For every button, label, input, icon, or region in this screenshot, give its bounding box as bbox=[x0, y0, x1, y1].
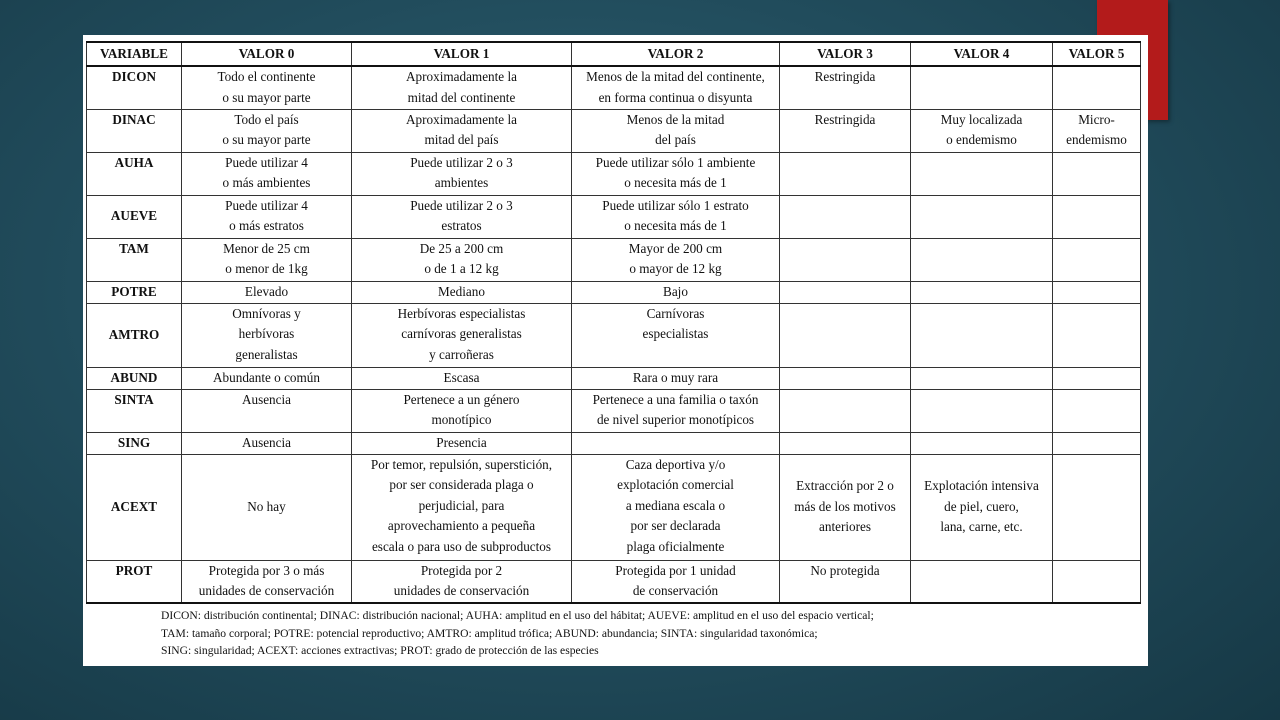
valor-1-cell: Presencia bbox=[352, 432, 572, 454]
valor-4-cell bbox=[911, 66, 1053, 109]
valor-5-cell bbox=[1053, 560, 1141, 603]
valor-2-cell: Puede utilizar sólo 1 ambiente o necesita más de 1 bbox=[572, 152, 780, 195]
valor-2-cell: Bajo bbox=[572, 281, 780, 303]
valor-3-cell: Restringida bbox=[780, 66, 911, 109]
valor-2-cell: Rara o muy rara bbox=[572, 367, 780, 389]
valor-2-cell: Caza deportiva y/o explotación comercial a mediana escala o por ser declarada plaga oficialmente bbox=[572, 454, 780, 560]
valor-3-cell: Restringida bbox=[780, 109, 911, 152]
valor-5-cell bbox=[1053, 367, 1141, 389]
header-valor-3: VALOR 3 bbox=[780, 42, 911, 66]
valor-3-cell bbox=[780, 303, 911, 367]
table-row-auha bbox=[87, 152, 1141, 195]
valor-3-cell bbox=[780, 281, 911, 303]
variable-cell: AUHA bbox=[87, 152, 182, 195]
table-image-panel bbox=[83, 35, 1148, 666]
abbreviations-legend bbox=[161, 607, 1121, 660]
valor-3-cell: No protegida bbox=[780, 560, 911, 603]
valor-4-cell bbox=[911, 303, 1053, 367]
table-row-amtro bbox=[87, 303, 1141, 367]
valor-4-cell bbox=[911, 195, 1053, 238]
valor-1-cell: De 25 a 200 cm o de 1 a 12 kg bbox=[352, 238, 572, 281]
valor-2-cell: Menos de la mitad del país bbox=[572, 109, 780, 152]
header-variable: VARIABLE bbox=[87, 42, 182, 66]
valor-2-cell: Pertenece a una familia o taxón de nivel superior monotípicos bbox=[572, 389, 780, 432]
variable-cell: AMTRO bbox=[87, 303, 182, 367]
valor-1-cell: Aproximadamente la mitad del país bbox=[352, 109, 572, 152]
valor-0-cell: Omnívoras y herbívoras generalistas bbox=[182, 303, 352, 367]
valor-0-cell: Todo el país o su mayor parte bbox=[182, 109, 352, 152]
criteria-table bbox=[86, 41, 1141, 604]
valor-2-cell bbox=[572, 432, 780, 454]
valor-2-cell: Carnívoras especialistas bbox=[572, 303, 780, 367]
valor-0-cell: Elevado bbox=[182, 281, 352, 303]
table-row-prot bbox=[87, 560, 1141, 603]
valor-3-cell bbox=[780, 238, 911, 281]
legend-line: SING: singularidad; ACEXT: acciones extractivas; PROT: grado de protección de las especies bbox=[161, 644, 599, 657]
valor-0-cell: Protegida por 3 o más unidades de conservación bbox=[182, 560, 352, 603]
variable-cell: DINAC bbox=[87, 109, 182, 152]
table-row-abund bbox=[87, 367, 1141, 389]
variable-cell: AUEVE bbox=[87, 195, 182, 238]
valor-1-cell: Escasa bbox=[352, 367, 572, 389]
legend-line: DICON: distribución continental; DINAC: distribución nacional; AUHA: amplitud en el uso del hábitat; AUEVE: amplitud en el uso del espacio vertical; bbox=[161, 609, 874, 622]
variable-cell: ACEXT bbox=[87, 454, 182, 560]
valor-3-cell bbox=[780, 432, 911, 454]
variable-cell: POTRE bbox=[87, 281, 182, 303]
table-row-dinac bbox=[87, 109, 1141, 152]
header-valor-5: VALOR 5 bbox=[1053, 42, 1141, 66]
valor-4-cell bbox=[911, 389, 1053, 432]
valor-1-cell: Por temor, repulsión, superstición, por ser considerada plaga o perjudicial, para aprovechamiento a pequeña escala o para uso de subproductos bbox=[352, 454, 572, 560]
valor-4-cell bbox=[911, 281, 1053, 303]
variable-cell: SINTA bbox=[87, 389, 182, 432]
header-valor-2: VALOR 2 bbox=[572, 42, 780, 66]
valor-2-cell: Protegida por 1 unidad de conservación bbox=[572, 560, 780, 603]
valor-3-cell bbox=[780, 152, 911, 195]
valor-5-cell bbox=[1053, 195, 1141, 238]
valor-0-cell: Puede utilizar 4 o más ambientes bbox=[182, 152, 352, 195]
variable-cell: PROT bbox=[87, 560, 182, 603]
valor-5-cell bbox=[1053, 238, 1141, 281]
valor-4-cell bbox=[911, 367, 1053, 389]
valor-3-cell bbox=[780, 389, 911, 432]
table-row-tam bbox=[87, 238, 1141, 281]
valor-5-cell bbox=[1053, 281, 1141, 303]
valor-1-cell: Herbívoras especialistas carnívoras generalistas y carroñeras bbox=[352, 303, 572, 367]
valor-1-cell: Puede utilizar 2 o 3 ambientes bbox=[352, 152, 572, 195]
valor-1-cell: Pertenece a un género monotípico bbox=[352, 389, 572, 432]
table-row-sing bbox=[87, 432, 1141, 454]
valor-2-cell: Puede utilizar sólo 1 estrato o necesita más de 1 bbox=[572, 195, 780, 238]
header-row bbox=[87, 42, 1141, 66]
table-row-sinta bbox=[87, 389, 1141, 432]
variable-cell: SING bbox=[87, 432, 182, 454]
valor-4-cell: Explotación intensiva de piel, cuero, lana, carne, etc. bbox=[911, 454, 1053, 560]
table-row-aueve bbox=[87, 195, 1141, 238]
valor-5-cell: Micro- endemismo bbox=[1053, 109, 1141, 152]
valor-0-cell: Todo el continente o su mayor parte bbox=[182, 66, 352, 109]
header-valor-1: VALOR 1 bbox=[352, 42, 572, 66]
table-row-potre bbox=[87, 281, 1141, 303]
valor-3-cell: Extracción por 2 o más de los motivos anteriores bbox=[780, 454, 911, 560]
legend-line: TAM: tamaño corporal; POTRE: potencial reproductivo; AMTRO: amplitud trófica; ABUND: abundancia; SINTA: singularidad taxonómica; bbox=[161, 626, 818, 640]
valor-3-cell bbox=[780, 367, 911, 389]
valor-4-cell bbox=[911, 152, 1053, 195]
valor-0-cell: Ausencia bbox=[182, 389, 352, 432]
valor-1-cell: Aproximadamente la mitad del continente bbox=[352, 66, 572, 109]
valor-0-cell: Abundante o común bbox=[182, 367, 352, 389]
valor-2-cell: Menos de la mitad del continente, en forma continua o disyunta bbox=[572, 66, 780, 109]
valor-0-cell: Ausencia bbox=[182, 432, 352, 454]
valor-5-cell bbox=[1053, 454, 1141, 560]
valor-4-cell bbox=[911, 238, 1053, 281]
valor-0-cell: No hay bbox=[182, 454, 352, 560]
valor-0-cell: Menor de 25 cm o menor de 1kg bbox=[182, 238, 352, 281]
valor-4-cell bbox=[911, 560, 1053, 603]
variable-cell: ABUND bbox=[87, 367, 182, 389]
valor-5-cell bbox=[1053, 66, 1141, 109]
valor-3-cell bbox=[780, 195, 911, 238]
table-row-dicon bbox=[87, 66, 1141, 109]
valor-0-cell: Puede utilizar 4 o más estratos bbox=[182, 195, 352, 238]
header-valor-4: VALOR 4 bbox=[911, 42, 1053, 66]
header-valor-0: VALOR 0 bbox=[182, 42, 352, 66]
valor-5-cell bbox=[1053, 152, 1141, 195]
table-row-acext bbox=[87, 454, 1141, 560]
valor-1-cell: Protegida por 2 unidades de conservación bbox=[352, 560, 572, 603]
variable-cell: TAM bbox=[87, 238, 182, 281]
valor-1-cell: Mediano bbox=[352, 281, 572, 303]
variable-cell: DICON bbox=[87, 66, 182, 109]
valor-4-cell bbox=[911, 432, 1053, 454]
valor-5-cell bbox=[1053, 389, 1141, 432]
valor-1-cell: Puede utilizar 2 o 3 estratos bbox=[352, 195, 572, 238]
valor-5-cell bbox=[1053, 303, 1141, 367]
valor-5-cell bbox=[1053, 432, 1141, 454]
valor-4-cell: Muy localizada o endemismo bbox=[911, 109, 1053, 152]
valor-2-cell: Mayor de 200 cm o mayor de 12 kg bbox=[572, 238, 780, 281]
